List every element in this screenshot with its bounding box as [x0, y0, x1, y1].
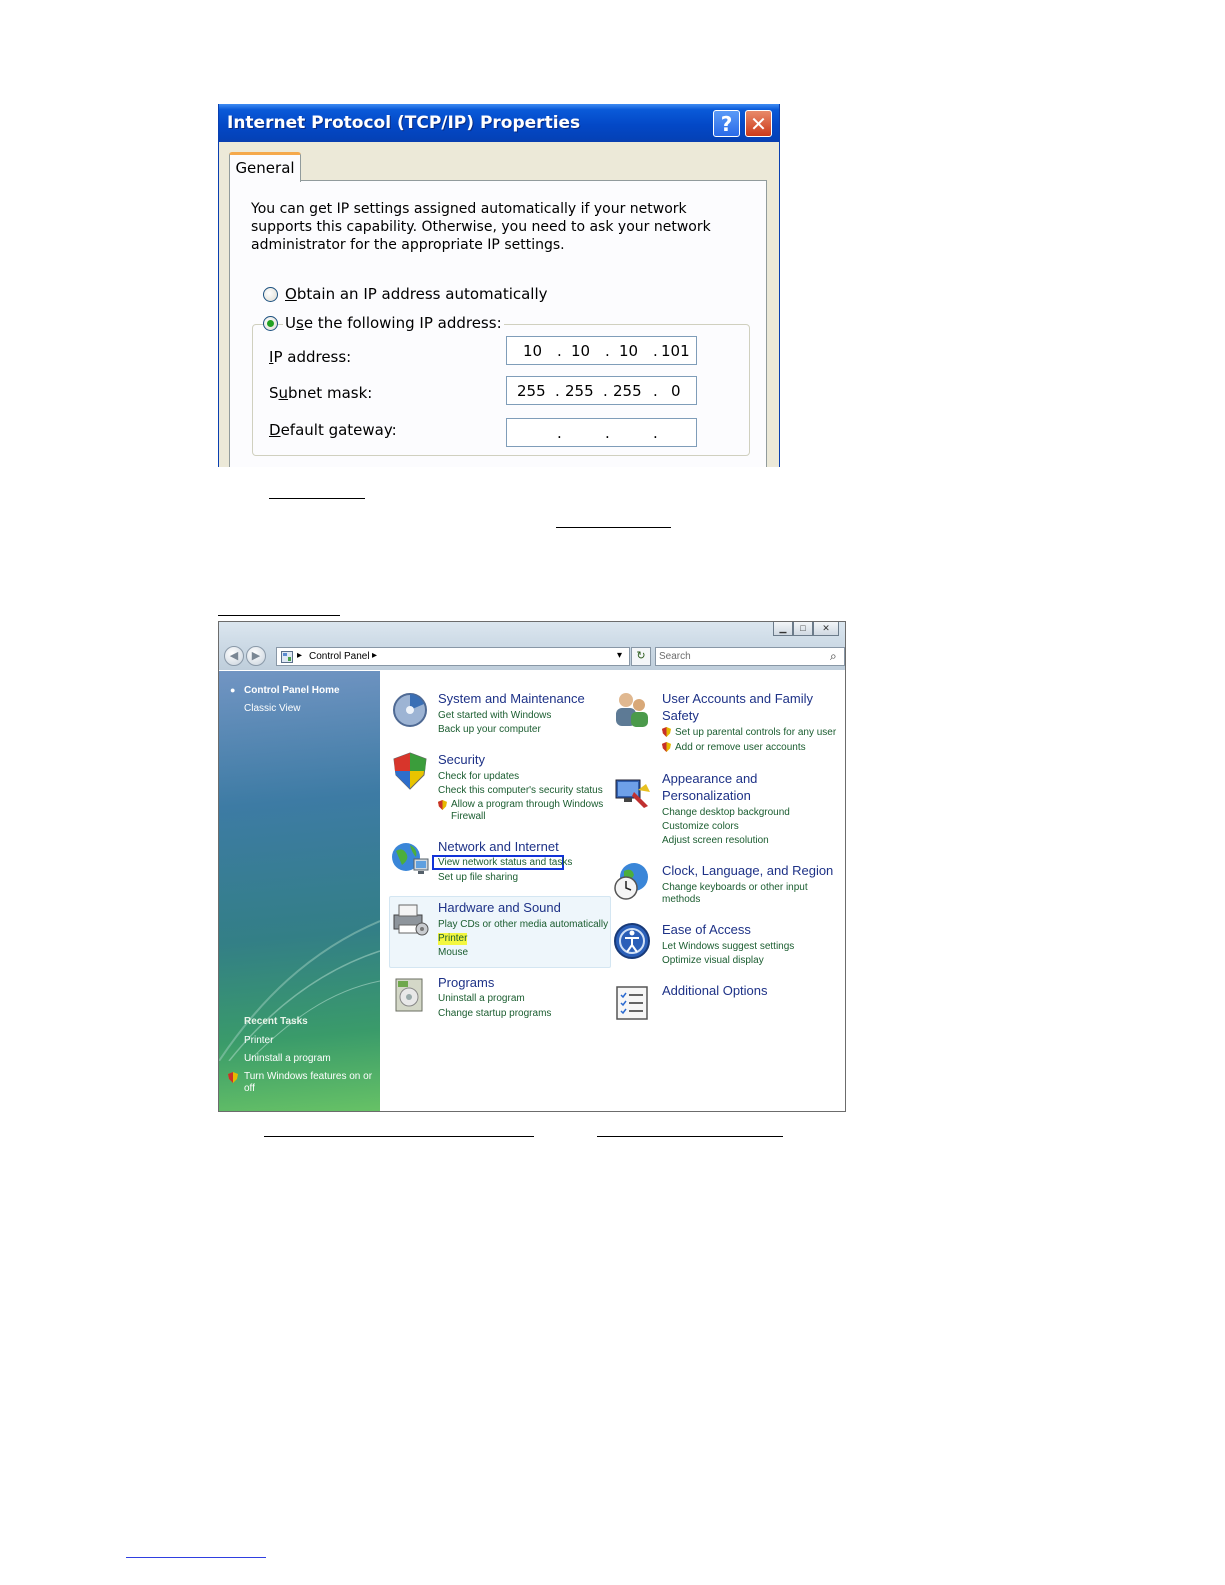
hardware-sound-title[interactable]: Hardware and Sound	[438, 900, 561, 915]
uac-shield-icon	[438, 800, 447, 810]
maximize-button[interactable]: □	[793, 622, 813, 636]
gateway-dot: .	[653, 424, 658, 442]
subnet-octet-3[interactable]: 255	[613, 382, 642, 400]
add-remove-accounts-link[interactable]: Add or remove user accounts	[675, 742, 806, 753]
programs-icon	[390, 975, 430, 1015]
hardware-printer-icon	[390, 899, 430, 939]
uac-shield-icon	[662, 742, 671, 752]
refresh-button[interactable]: ↻	[631, 647, 651, 666]
recent-task-windows-features[interactable]: Turn Windows features on or	[244, 1071, 373, 1082]
classic-view-link[interactable]: Classic View	[244, 703, 301, 714]
user-accounts-title-cont[interactable]: Safety	[662, 708, 699, 723]
window-close-button[interactable]: ✕	[813, 622, 839, 636]
subnet-dot: .	[555, 382, 560, 400]
screen-resolution-link[interactable]: Adjust screen resolution	[662, 835, 769, 846]
control-panel-window	[218, 621, 846, 1112]
back-up-link[interactable]: Back up your computer	[438, 724, 541, 735]
ip-address-label: IP address:	[269, 348, 352, 366]
gateway-dot: .	[605, 424, 610, 442]
subnet-dot: .	[603, 382, 608, 400]
control-panel-home-link[interactable]: Control Panel Home	[244, 685, 340, 696]
underline-rule	[556, 527, 671, 528]
tab-general[interactable]: General	[229, 152, 301, 182]
help-button[interactable]: ?	[713, 110, 740, 137]
customize-colors-link[interactable]: Customize colors	[662, 821, 739, 832]
breadcrumb-separator-icon: ▸	[297, 650, 303, 661]
subnet-dot: .	[653, 382, 658, 400]
underline-rule	[597, 1136, 783, 1137]
radio-selected-dot	[267, 320, 274, 327]
system-maintenance-title[interactable]: System and Maintenance	[438, 691, 585, 706]
forward-button[interactable]: ▶	[246, 646, 266, 666]
ip-octet-4[interactable]: 101	[661, 342, 690, 360]
ip-octet-2[interactable]: 10	[571, 342, 591, 360]
ip-octet-1[interactable]: 10	[523, 342, 543, 360]
uac-shield-icon	[228, 1072, 238, 1083]
category-view	[380, 671, 845, 1112]
network-internet-title[interactable]: Network and Internet	[438, 839, 559, 854]
get-started-link[interactable]: Get started with Windows	[438, 710, 552, 721]
use-following-ip-radio[interactable]	[263, 316, 278, 331]
dialog-titlebar[interactable]	[219, 104, 779, 142]
set-up-file-sharing-link[interactable]: Set up file sharing	[438, 872, 519, 883]
dialog-description: You can get IP settings assigned automatically if your network supports this capability. Otherwise, you need to ask your network administrator for the appropriate IP settings.	[251, 201, 711, 253]
underline-rule	[269, 498, 365, 499]
recent-task-printer[interactable]: Printer	[244, 1035, 274, 1046]
control-panel-folder-icon	[281, 651, 293, 663]
mouse-link[interactable]: Mouse	[438, 947, 469, 958]
address-dropdown-icon[interactable]: ▾	[617, 650, 623, 661]
default-gateway-label: Default gateway:	[269, 421, 397, 439]
suggest-settings-link[interactable]: Let Windows suggest settings	[662, 941, 795, 952]
subnet-octet-2[interactable]: 255	[565, 382, 594, 400]
additional-options-icon	[612, 983, 652, 1023]
change-startup-link[interactable]: Change startup programs	[438, 1008, 552, 1019]
search-input[interactable]: Search	[659, 651, 691, 662]
recent-tasks-heading: Recent Tasks	[244, 1016, 308, 1027]
underline-rule	[218, 615, 340, 616]
uac-shield-icon	[662, 727, 671, 737]
parental-controls-link[interactable]: Set up parental controls for any user	[675, 727, 837, 738]
ip-dot: .	[557, 342, 562, 360]
footnote-link-rule	[126, 1557, 266, 1558]
task-pane	[219, 671, 380, 1112]
obtain-ip-automatically-radio[interactable]	[263, 287, 278, 302]
appearance-icon	[612, 772, 652, 812]
play-cds-link[interactable]: Play CDs or other media automatically	[438, 919, 609, 930]
subnet-octet-4[interactable]: 0	[671, 382, 681, 400]
check-updates-link[interactable]: Check for updates	[438, 771, 520, 782]
minimize-button[interactable]: ▁	[773, 622, 793, 636]
subnet-mask-field[interactable]	[506, 376, 697, 405]
search-icon[interactable]: ⌕	[830, 649, 837, 663]
security-title[interactable]: Security	[438, 752, 485, 767]
change-background-link[interactable]: Change desktop background	[662, 807, 790, 818]
security-status-link[interactable]: Check this computer's security status	[438, 785, 603, 796]
ease-of-access-title[interactable]: Ease of Access	[662, 922, 751, 937]
printer-link[interactable]: Printer	[438, 933, 468, 944]
ease-of-access-icon	[612, 921, 652, 961]
programs-title[interactable]: Programs	[438, 975, 495, 990]
uninstall-program-link[interactable]: Uninstall a program	[438, 993, 525, 1004]
underline-rule	[264, 1136, 534, 1137]
additional-options-title[interactable]: Additional Options	[662, 983, 768, 998]
back-button[interactable]: ◀	[224, 646, 244, 666]
system-maintenance-icon	[390, 689, 430, 729]
optimize-display-link[interactable]: Optimize visual display	[662, 955, 764, 966]
window-chrome	[219, 622, 845, 670]
network-globe-icon	[390, 839, 430, 879]
security-shield-icon	[390, 751, 430, 791]
obtain-ip-automatically-label[interactable]: Obtain an IP address automatically	[285, 285, 548, 303]
recent-task-uninstall[interactable]: Uninstall a program	[244, 1053, 331, 1064]
search-box[interactable]	[655, 647, 845, 666]
default-gateway-field[interactable]	[506, 418, 697, 447]
change-keyboards-link-cont[interactable]: methods	[662, 894, 701, 905]
allow-program-firewall-link[interactable]: Allow a program through Windows	[451, 799, 604, 810]
breadcrumb-separator-icon[interactable]: ▸	[372, 650, 378, 661]
clock-globe-icon	[612, 861, 652, 901]
appearance-title-cont[interactable]: Personalization	[662, 788, 751, 803]
use-following-ip-label[interactable]: Use the following IP address:	[285, 314, 502, 332]
ip-octet-3[interactable]: 10	[619, 342, 639, 360]
user-accounts-icon	[612, 689, 652, 729]
ip-dot: .	[653, 342, 658, 360]
dialog-title: Internet Protocol (TCP/IP) Properties	[227, 113, 581, 133]
appearance-title[interactable]: Appearance and	[662, 771, 758, 786]
ip-address-field[interactable]	[506, 336, 697, 365]
close-button[interactable]: ✕	[745, 110, 772, 137]
gateway-dot: .	[557, 424, 562, 442]
ip-dot: .	[605, 342, 610, 360]
address-bar[interactable]	[276, 647, 630, 666]
subnet-mask-label: Subnet mask:	[269, 384, 373, 402]
breadcrumb-control-panel[interactable]: Control Panel	[309, 651, 370, 662]
user-accounts-title[interactable]: User Accounts and Family	[662, 691, 814, 706]
view-network-status-link[interactable]: View network status and tasks	[438, 857, 573, 868]
allow-program-firewall-link-cont[interactable]: Firewall	[451, 811, 486, 822]
bullet-icon: ●	[230, 685, 236, 695]
recent-task-windows-features-cont[interactable]: off	[244, 1083, 255, 1094]
tcpip-properties-dialog	[218, 104, 780, 467]
change-keyboards-link[interactable]: Change keyboards or other input	[662, 882, 808, 893]
subnet-octet-1[interactable]: 255	[517, 382, 546, 400]
clock-language-region-title[interactable]: Clock, Language, and Region	[662, 863, 834, 878]
